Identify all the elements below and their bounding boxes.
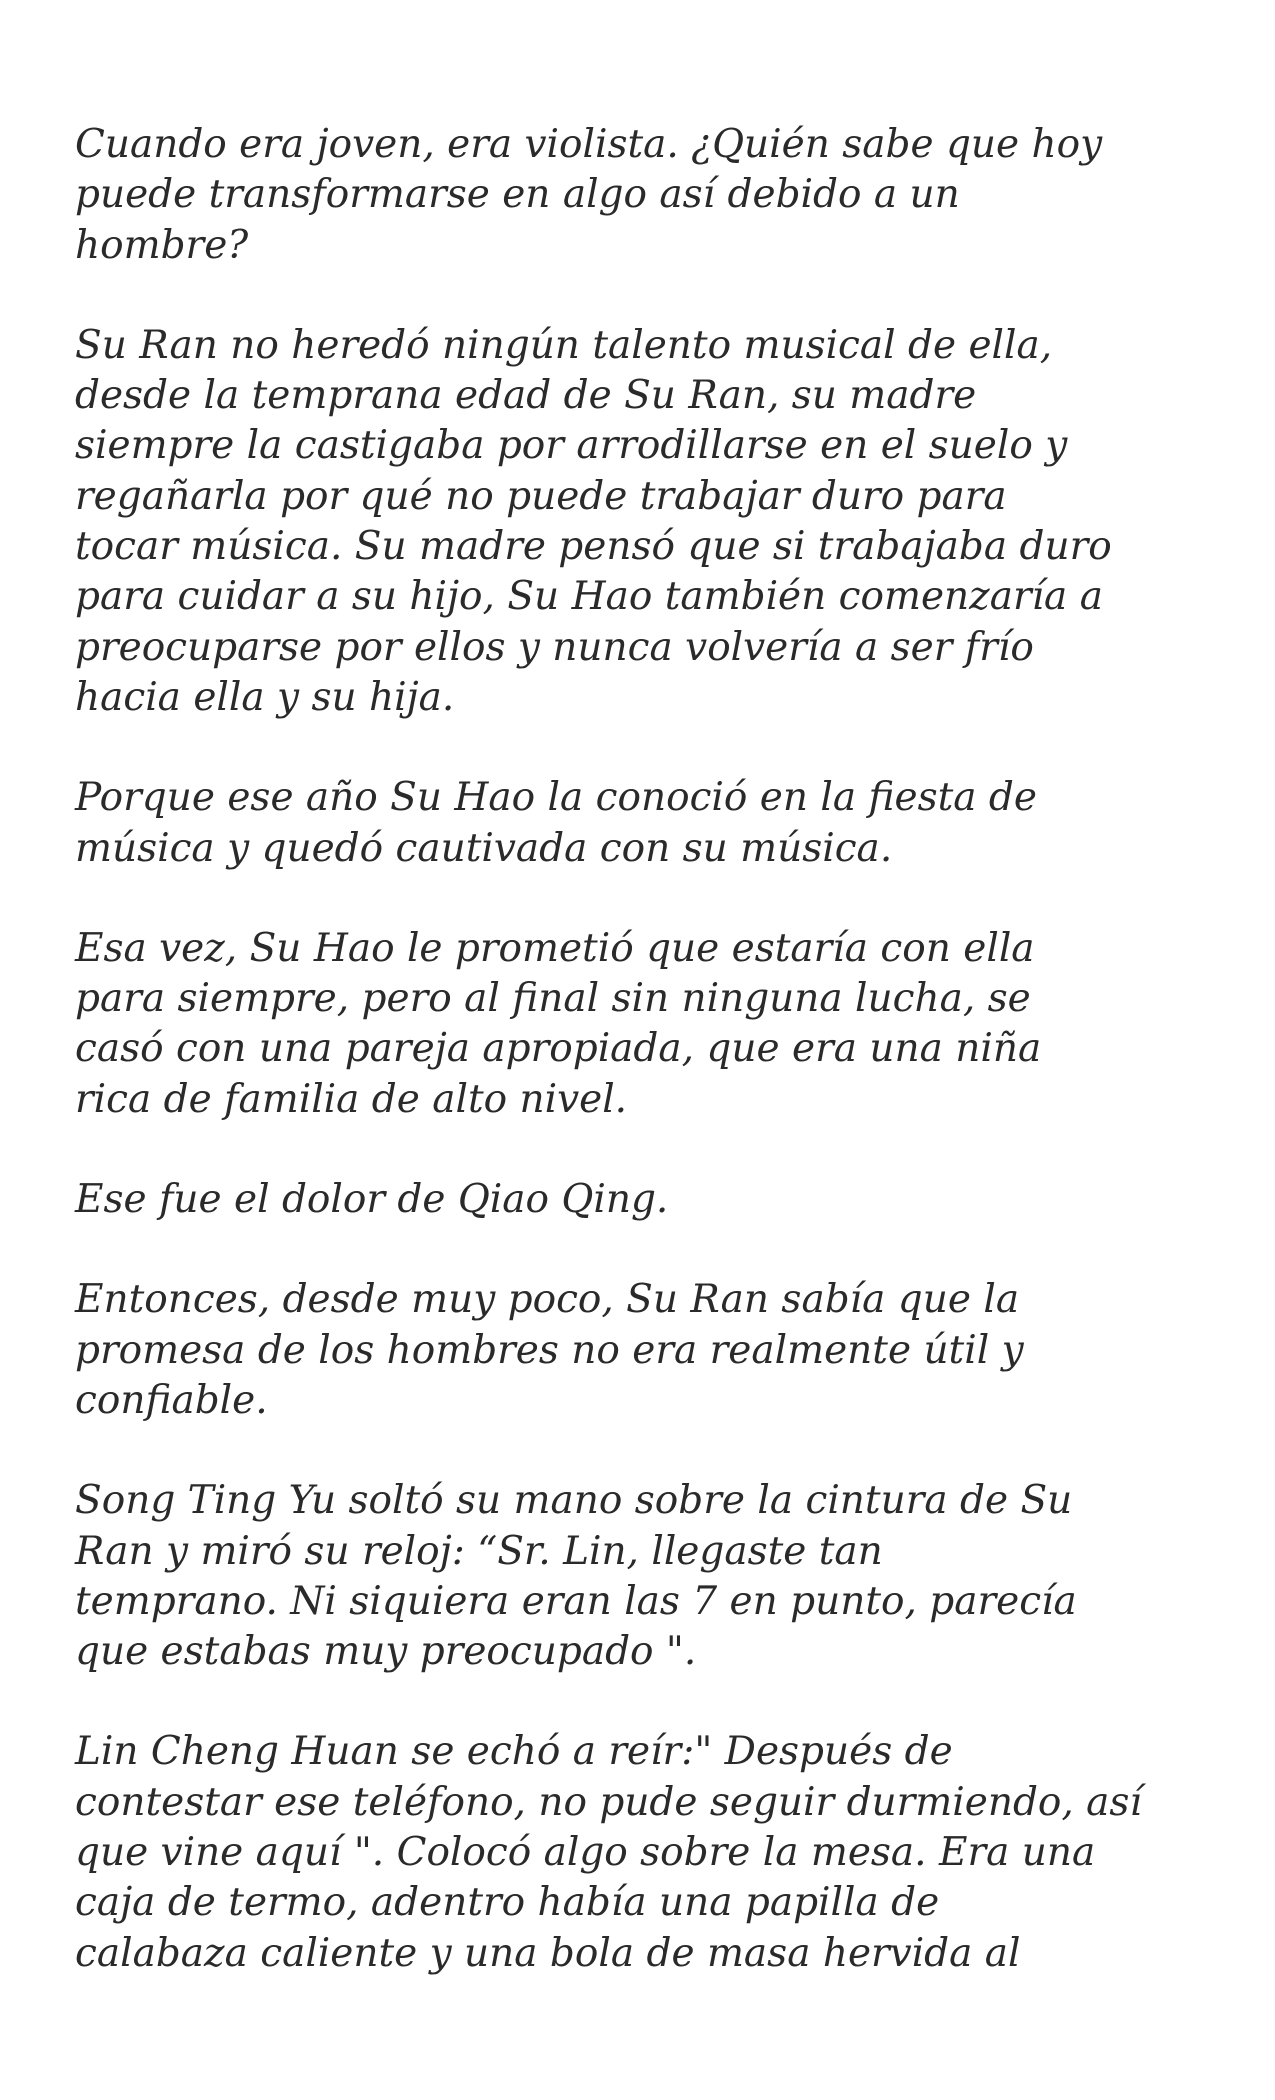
text-line: Ese fue el dolor de Qiao Qing. (75, 1177, 669, 1223)
paragraph (75, 773, 1235, 874)
text-line: Cuando era joven, era violista. ¿Quién sabe que hoy (75, 122, 1103, 167)
paragraph (75, 1175, 1235, 1225)
text-line: siempre la castigaba por arrodillarse en el suelo y (75, 423, 1068, 469)
text-line: puede transformarse en algo así debido a un (75, 172, 960, 218)
text-line: música y quedó cautivada con su música. (75, 825, 893, 871)
text-line: confiable. (75, 1377, 268, 1423)
text-line: Esa vez, Su Hao le prometió que estaría con ella (75, 925, 1035, 971)
text-line: calabaza caliente y una bola de masa hervida al (75, 1930, 1021, 1976)
text-line: casó con una pareja apropiada, que era una niña (75, 1026, 1042, 1072)
text-line: que estabas muy preocupado ". (75, 1629, 697, 1675)
paragraph (75, 924, 1235, 1125)
text-line: Porque ese año Su Hao la conoció en la fiesta de (75, 775, 1037, 821)
text-line: para siempre, pero al final sin ninguna lucha, se (75, 976, 1031, 1022)
text-line: hombre? (75, 222, 249, 268)
text-line: Song Ting Yu soltó su mano sobre la cintura de Su (75, 1478, 1073, 1524)
text-line: Entonces, desde muy poco, Su Ran sabía que la (75, 1277, 1020, 1323)
text-line: caja de termo, adentro había una papilla de (75, 1880, 940, 1926)
paragraph (75, 1727, 1235, 1978)
text-line: promesa de los hombres no era realmente útil y (75, 1327, 1024, 1373)
paragraph (75, 1275, 1235, 1426)
text-line: rica de familia de alto nivel. (75, 1076, 628, 1122)
text-line: Su Ran no heredó ningún talento musical de ella, (75, 322, 1053, 368)
text-line: preocuparse por ellos y nunca volvería a ser frío (75, 624, 1034, 670)
text-line: que vine aquí ". Colocó algo sobre la mesa. Era una (75, 1830, 1096, 1876)
text-line: para cuidar a su hijo, Su Hao también comenzaría a (75, 574, 1103, 620)
text-line: desde la temprana edad de Su Ran, su madre (75, 373, 977, 419)
text-line: regañarla por qué no puede trabajar duro para (75, 473, 1007, 519)
text-line: Ran y miró su reloj: “Sr. Lin, llegaste tan (75, 1528, 883, 1574)
paragraph (75, 321, 1235, 723)
text-line: Lin Cheng Huan se echó a reír:" Después de (75, 1729, 953, 1775)
paragraph (75, 120, 1235, 271)
text-line: temprano. Ni siquiera eran las 7 en punto, parecía (75, 1578, 1077, 1624)
text-line: contestar ese teléfono, no pude seguir durmiendo, así (75, 1779, 1142, 1825)
document-body (75, 120, 1235, 2029)
text-line: hacia ella y su hija. (75, 674, 455, 720)
text-line: tocar música. Su madre pensó que si trabajaba duro (75, 524, 1112, 570)
paragraph (75, 1476, 1235, 1677)
